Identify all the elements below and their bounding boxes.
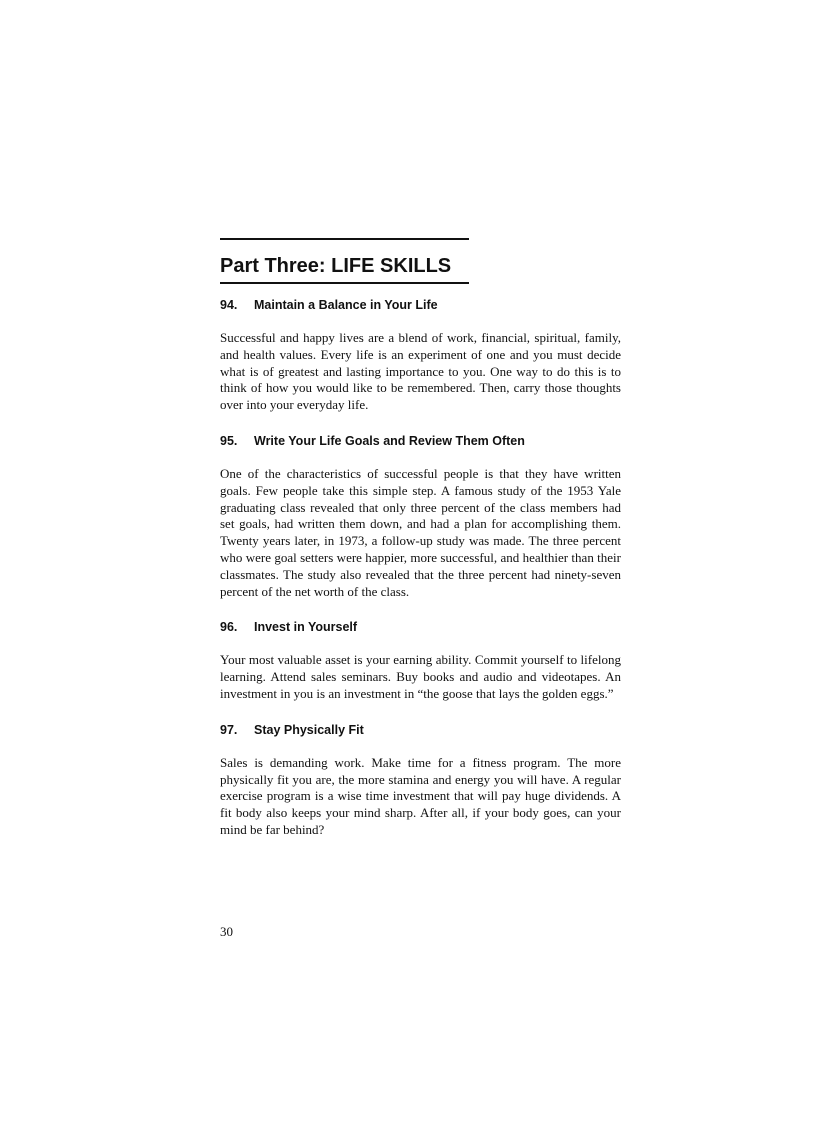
section-heading [220, 722, 621, 738]
page-content [220, 238, 621, 839]
section-94 [220, 297, 621, 414]
section-97 [220, 722, 621, 839]
section-95 [220, 433, 621, 600]
title-top-rule [220, 238, 469, 240]
section-number: 94. [220, 298, 238, 312]
part-title: Part Three: LIFE SKILLS [220, 255, 452, 277]
section-96 [220, 619, 621, 702]
section-number: 96. [220, 620, 238, 635]
section-body: Successful and happy lives are a blend of work, financial, spiritual, family, and health values. Every life is an experiment of one and you must decide what is of greatest and lasting importance to you. One way to do this is to think of how you would like to be remembered. Then, carry those thoughts over into your everyday life. [220, 330, 621, 413]
section-heading [220, 297, 621, 313]
section-number: 97. [220, 722, 238, 737]
section-body: Sales is demanding work. Make time for a fitness program. The more physically fit you are, the more stamina and energy you will have. A regular exercise program is a wise time investment that will pay huge dividends. A fit body also keeps your mind sharp. After all, if your body goes, can your mind be far behind? [220, 754, 621, 837]
section-title: Invest in Yourself [254, 620, 358, 635]
section-title: Write Your Life Goals and Review Them Often [254, 433, 525, 448]
section-title: Stay Physically Fit [254, 722, 364, 737]
section-title: Maintain a Balance in Your Life [254, 298, 438, 312]
section-heading [220, 619, 621, 635]
page-number: 30 [220, 924, 233, 939]
section-number: 95. [220, 433, 238, 448]
section-body: One of the characteristics of successful people is that they have written goals. Few people take this simple step. A famous study of the 1953 Yale graduating class revealed that only three percent of the class members had set goals, had written them down, and had a plan for accomplishing them. Twenty years later, in 1973, a follow-up study was made. The three percent who were goal setters were happier, more successful, and healthier than their classmates. The study also revealed that the three percent had ninety-seven percent of the net worth of the class. [220, 465, 621, 599]
section-body: Your most valuable asset is your earning ability. Commit yourself to lifelong learning. Attend sales seminars. Buy books and audio and videotapes. An investment in you is an investment in “the goose that lays the golden eggs.” [220, 652, 621, 701]
section-heading [220, 433, 621, 449]
title-bottom-rule [220, 282, 469, 284]
